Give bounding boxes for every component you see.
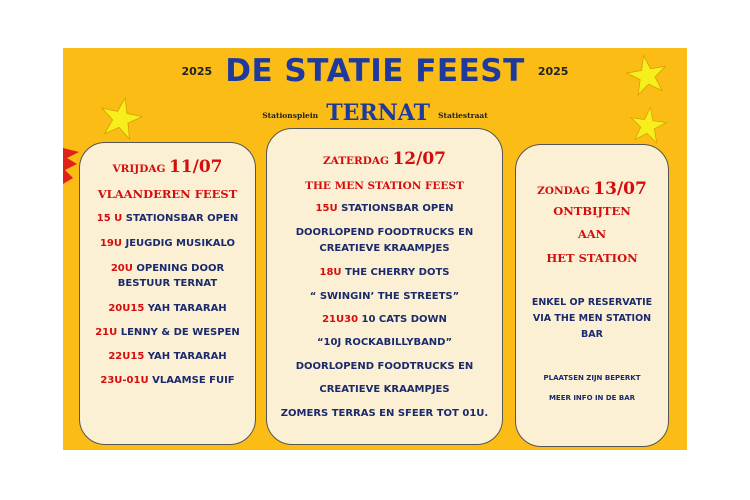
sunday-note: BAR	[581, 329, 603, 340]
sunday-small-note: MEER INFO IN DE BAR	[548, 394, 636, 402]
list-item: 20U15 YAH TARARAH	[108, 303, 227, 314]
sunday-heading	[516, 179, 668, 199]
list-item: 21U LENNY & DE WESPEN	[95, 327, 240, 338]
friday-day: VRIJDAG	[112, 163, 166, 175]
list-item: CREATIEVE KRAAMPJES	[319, 384, 450, 395]
saturday-heading	[267, 149, 502, 169]
location-right: Statiestraat	[438, 111, 488, 120]
year-right: 2025	[537, 64, 569, 78]
friday-heading	[80, 157, 255, 177]
saturday-date: 12/07	[392, 149, 446, 169]
list-item: ZOMERS TERRAS EN SFEER TOT 01U.	[280, 408, 489, 419]
sunday-line-2: AAN	[577, 227, 607, 241]
list-item: 15U STATIONSBAR OPEN	[315, 203, 454, 214]
list-item: 23U-01U VLAAMSE FUIF	[100, 375, 235, 386]
list-item-continued: BESTUUR TERNAT	[117, 278, 218, 289]
list-item: “ SWINGIN’ THE STREETS”	[309, 291, 460, 302]
sunday-note: VIA THE MEN STATION	[532, 313, 652, 324]
location-left: Stationsplein	[262, 111, 319, 120]
sunday-day: ZONDAG	[537, 185, 590, 197]
sunday-line-3: HET STATION	[546, 251, 638, 265]
event-title: DE STATIE FEEST	[225, 53, 525, 89]
sunday-line-1: ONTBIJTEN	[553, 204, 631, 218]
year-left: 2025	[181, 64, 213, 78]
location-town: TERNAT	[326, 100, 431, 126]
list-item: 22U15 YAH TARARAH	[108, 351, 227, 362]
list-item: CREATIEVE KRAAMPJES	[319, 243, 450, 254]
title-row	[63, 53, 687, 89]
sunday-small-note: PLAATSEN ZIJN BEPERKT	[543, 374, 641, 382]
sunday-note: ENKEL OP RESERVATIE	[531, 297, 653, 308]
list-item: DOORLOPEND FOODTRUCKS EN	[295, 227, 474, 238]
list-item: 18U THE CHERRY DOTS	[319, 267, 450, 278]
list-item: 15 U STATIONSBAR OPEN	[96, 213, 239, 224]
friday-date: 11/07	[168, 157, 223, 177]
list-item: “10J ROCKABILLYBAND”	[316, 337, 453, 348]
saturday-day: ZATERDAG	[322, 155, 389, 167]
saturday-panel	[266, 128, 503, 445]
poster	[63, 48, 687, 450]
location-row	[63, 100, 687, 126]
list-item: 19U JEUGDIG MUSIKALO	[99, 238, 236, 249]
friday-panel	[79, 142, 256, 445]
sunday-date: 13/07	[593, 179, 647, 199]
list-item: 21U30 10 CATS DOWN	[322, 314, 447, 325]
friday-theme: VLAANDEREN FEEST	[97, 187, 238, 201]
saturday-theme: THE MEN STATION FEEST	[305, 180, 464, 192]
list-item: DOORLOPEND FOODTRUCKS EN	[295, 361, 474, 372]
sunday-panel	[515, 144, 669, 447]
list-item: 20U OPENING DOOR	[110, 263, 225, 274]
